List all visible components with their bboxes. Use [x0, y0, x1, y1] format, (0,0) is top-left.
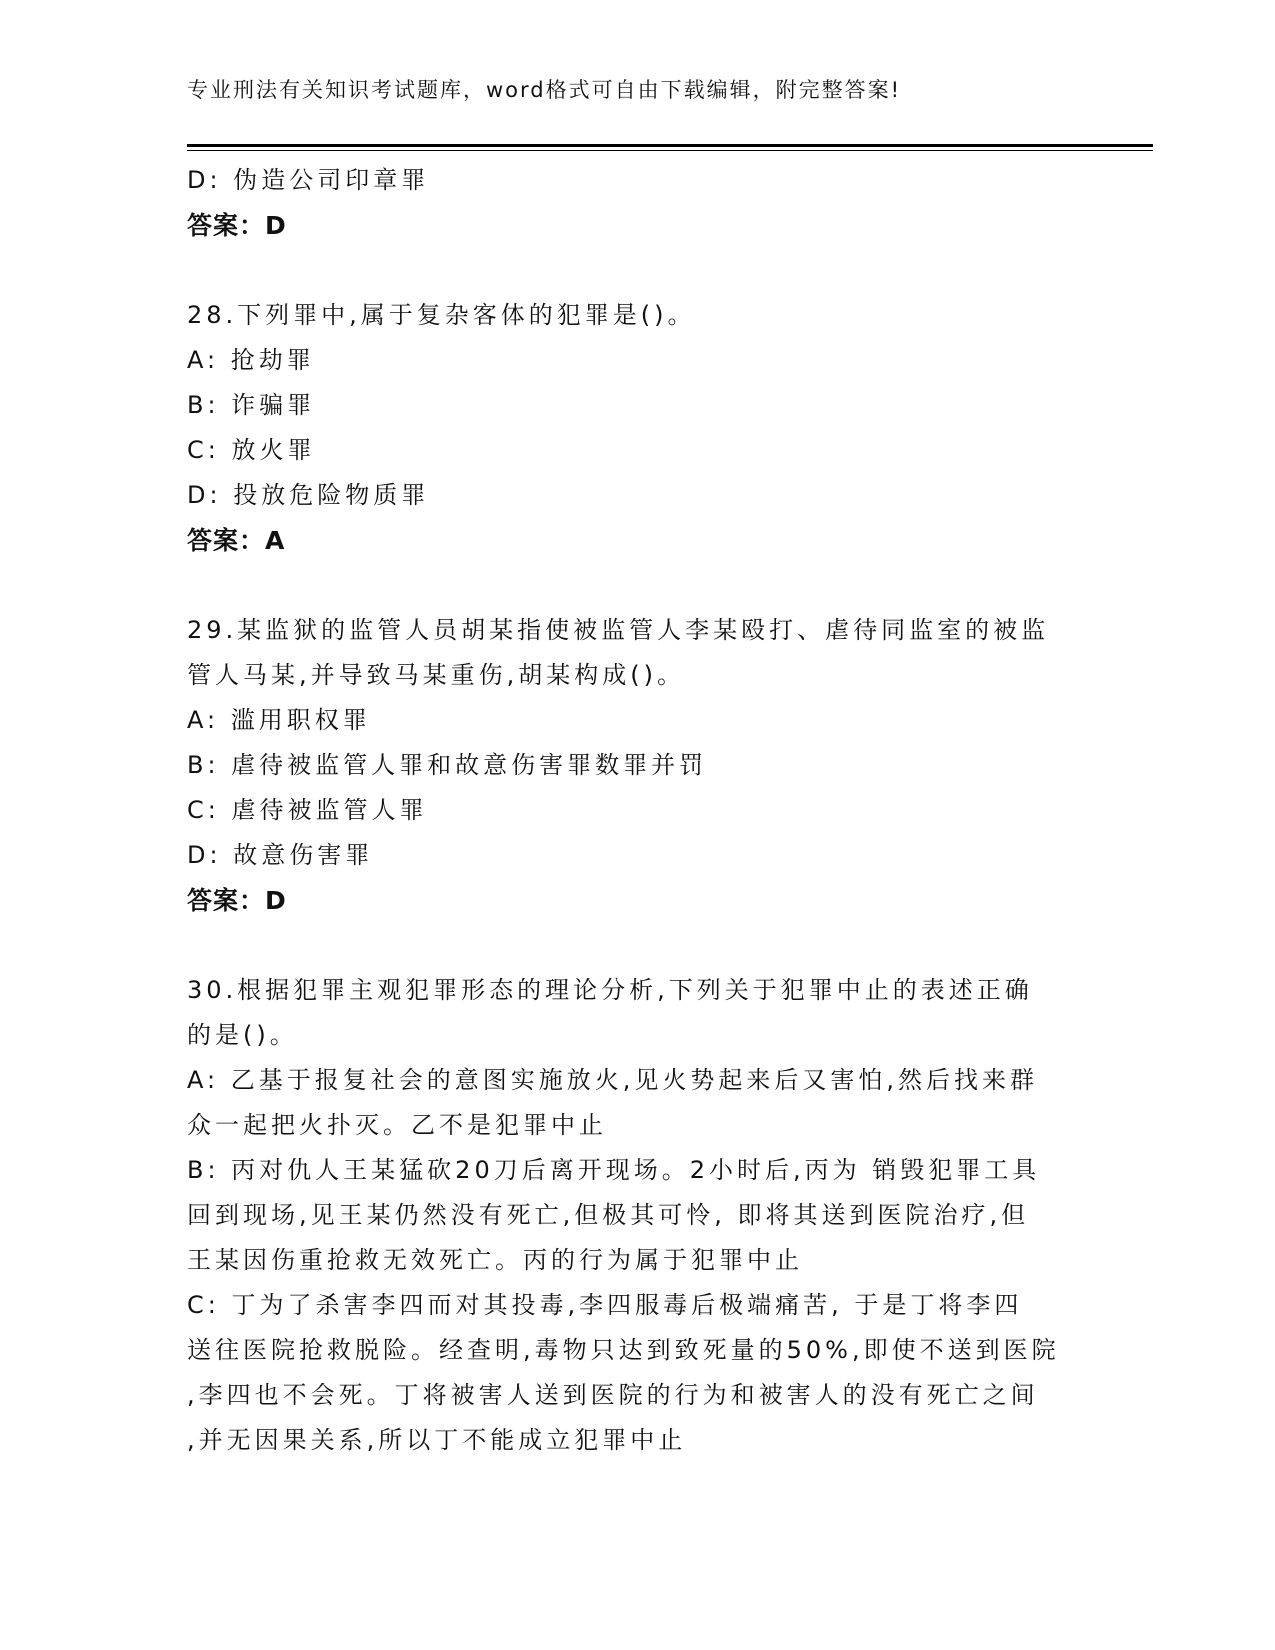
- header-divider-thick: [187, 144, 1153, 147]
- question-stem-line-1: 30.根据犯罪主观犯罪形态的理论分析,下列关于犯罪中止的表述正确: [187, 976, 1033, 1004]
- option-d: D: 伪造公司印章罪: [187, 166, 430, 194]
- option-b: B: 诈骗罪: [187, 391, 316, 419]
- option-b: B: 虐待被监管人罪和故意伤害罪数罪并罚: [187, 751, 708, 779]
- answer-line: 答案：A: [187, 526, 286, 555]
- option-a: A: 抢劫罪: [187, 346, 315, 374]
- option-b-line-1: B: 丙对仇人王某猛砍20刀后离开现场。2小时后,丙为 销毁犯罪工具: [187, 1156, 1041, 1184]
- option-c-line-3: ,李四也不会死。丁将被害人送到医院的行为和被害人的没有死亡之间: [187, 1381, 1039, 1409]
- option-d: D: 投放危险物质罪: [187, 481, 430, 509]
- option-b-line-2: 回到现场,见王某仍然没有死亡,但极其可怜, 即将其送到医院治疗,但: [187, 1201, 1030, 1229]
- answer-line: 答案：D: [187, 886, 287, 915]
- header-divider-thin: [187, 150, 1153, 151]
- question-stem-line-2: 管人马某,并导致马某重伤,胡某构成()。: [187, 661, 685, 689]
- question-30: [187, 968, 1087, 1463]
- question-stem-line-2: 的是()。: [187, 1021, 298, 1049]
- page-header: 专业刑法有关知识考试题库，word格式可自由下载编辑，附完整答案!: [187, 78, 902, 102]
- option-c-line-1: C: 丁为了杀害李四而对其投毒,李四服毒后极端痛苦, 于是丁将李四: [187, 1291, 1023, 1319]
- option-d: D: 故意伤害罪: [187, 841, 374, 869]
- option-c: C: 虐待被监管人罪: [187, 796, 428, 824]
- answer-line: 答案：D: [187, 211, 287, 240]
- question-28: [187, 293, 1087, 564]
- option-a-line-2: 众一起把火扑灭。乙不是犯罪中止: [187, 1111, 607, 1139]
- option-b-line-3: 王某因伤重抢救无效死亡。丙的行为属于犯罪中止: [187, 1246, 803, 1274]
- option-a: A: 滥用职权罪: [187, 706, 371, 734]
- content-body: [187, 158, 1087, 1463]
- question-27-tail: [187, 158, 1087, 249]
- question-stem: 28.下列罪中,属于复杂客体的犯罪是()。: [187, 301, 696, 329]
- option-c: C: 放火罪: [187, 436, 316, 464]
- question-29: [187, 608, 1087, 924]
- option-c-line-4: ,并无因果关系,所以丁不能成立犯罪中止: [187, 1426, 687, 1454]
- question-stem-line-1: 29.某监狱的监管人员胡某指使被监管人李某殴打、虐待同监室的被监: [187, 616, 1050, 644]
- option-c-line-2: 送往医院抢救脱险。经查明,毒物只达到致死量的50%,即使不送到医院: [187, 1336, 1060, 1364]
- option-a-line-1: A: 乙基于报复社会的意图实施放火,见火势起来后又害怕,然后找来群: [187, 1066, 1038, 1094]
